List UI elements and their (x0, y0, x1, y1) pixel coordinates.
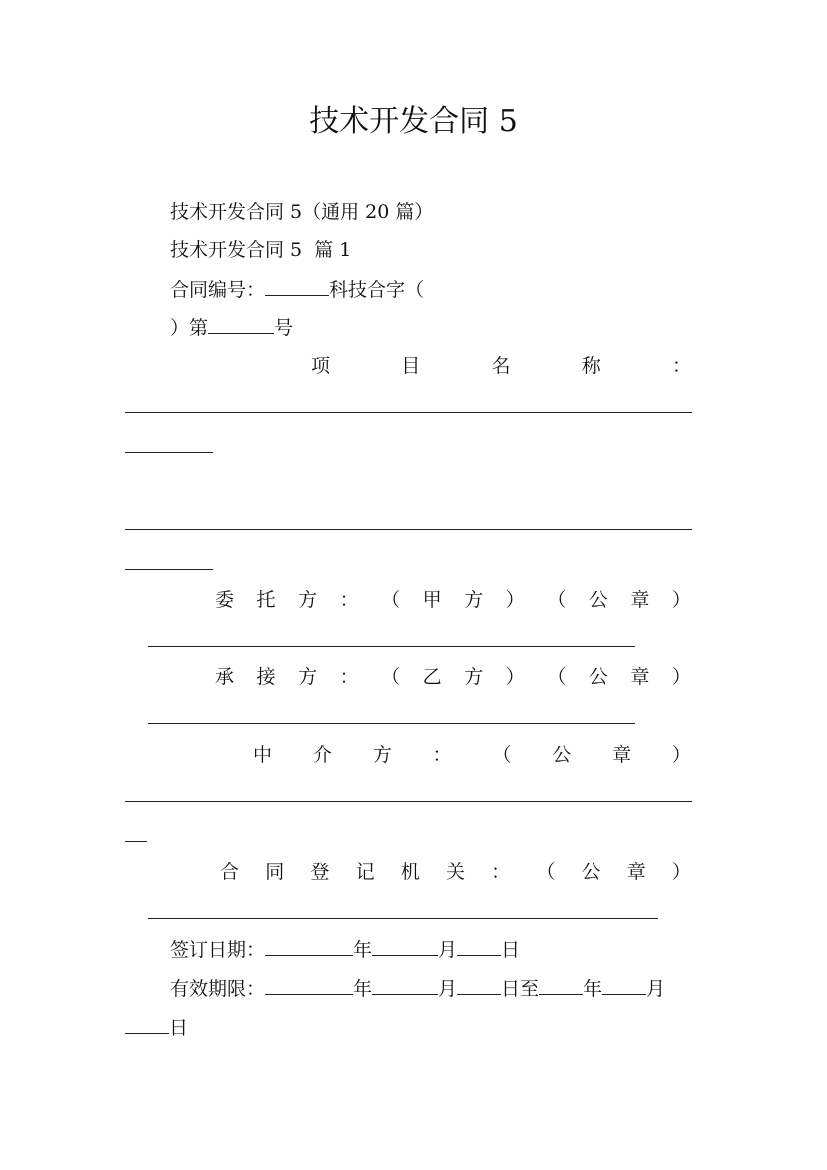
project-name-blank-2[interactable] (125, 452, 213, 453)
validity-label: 有效期限： (170, 978, 266, 1000)
intermediary-blank-1[interactable] (125, 801, 692, 802)
validity-start-year-blank[interactable] (265, 977, 353, 995)
month-label: 月 (438, 939, 458, 961)
intermediary-blank-2[interactable] (125, 841, 147, 842)
client-blank[interactable] (148, 646, 635, 647)
contract-number-suffix: 号 (274, 317, 294, 339)
client-party-label: 委 托 方 ： （ 甲 方 ） （ 公 章 ） (215, 589, 691, 611)
validity-line: 有效期限： 年 月 日至 年 月 (170, 978, 666, 1000)
contract-number-mid: 科技合字（ (329, 279, 425, 301)
intermediary-party-label: 中 介 方 ： （ 公 章 ） (253, 744, 691, 766)
registry-authority-label: 合 同 登 记 机 关 ： （ 公 章 ） (220, 861, 691, 883)
project-name-blank-1[interactable] (125, 412, 692, 413)
validity-end-month-blank[interactable] (602, 977, 646, 995)
registry-blank[interactable] (148, 918, 658, 919)
project-name-label: 项 目 名 称 ： (311, 355, 691, 377)
contract-number-bracket: ）第 (170, 317, 209, 339)
document-subtitle: 技术开发合同 5（通用 20 篇） (170, 201, 434, 223)
contract-number-blank-2[interactable] (208, 316, 274, 334)
document-title: 技术开发合同 5 (309, 104, 518, 139)
validity-start-day-blank[interactable] (457, 977, 501, 995)
contract-number-line (170, 278, 424, 301)
project-name-blank-4[interactable] (125, 569, 213, 570)
project-name-blank-3[interactable] (125, 529, 692, 530)
section-heading: 技术开发合同 5 篇 1 (170, 239, 352, 261)
validity-end-day-blank[interactable] (125, 1016, 169, 1034)
sign-date-label: 签订日期： (170, 939, 266, 961)
validity-line-2: 日 (125, 1016, 188, 1039)
sign-day-blank[interactable] (457, 938, 501, 956)
contract-number-label: 合同编号： (170, 279, 266, 301)
contractor-blank[interactable] (148, 723, 635, 724)
validity-start-month-blank[interactable] (372, 977, 438, 995)
contract-number-line-2 (170, 316, 293, 339)
contract-number-blank[interactable] (265, 278, 329, 296)
sign-month-blank[interactable] (372, 938, 438, 956)
sign-date-line (170, 938, 520, 961)
year-label: 年 (353, 939, 373, 961)
sign-year-blank[interactable] (265, 938, 353, 956)
contractor-party-label: 承 接 方 ： （ 乙 方 ） （ 公 章 ） (215, 666, 691, 688)
validity-end-year-blank[interactable] (539, 977, 583, 995)
day-label: 日 (501, 939, 521, 961)
